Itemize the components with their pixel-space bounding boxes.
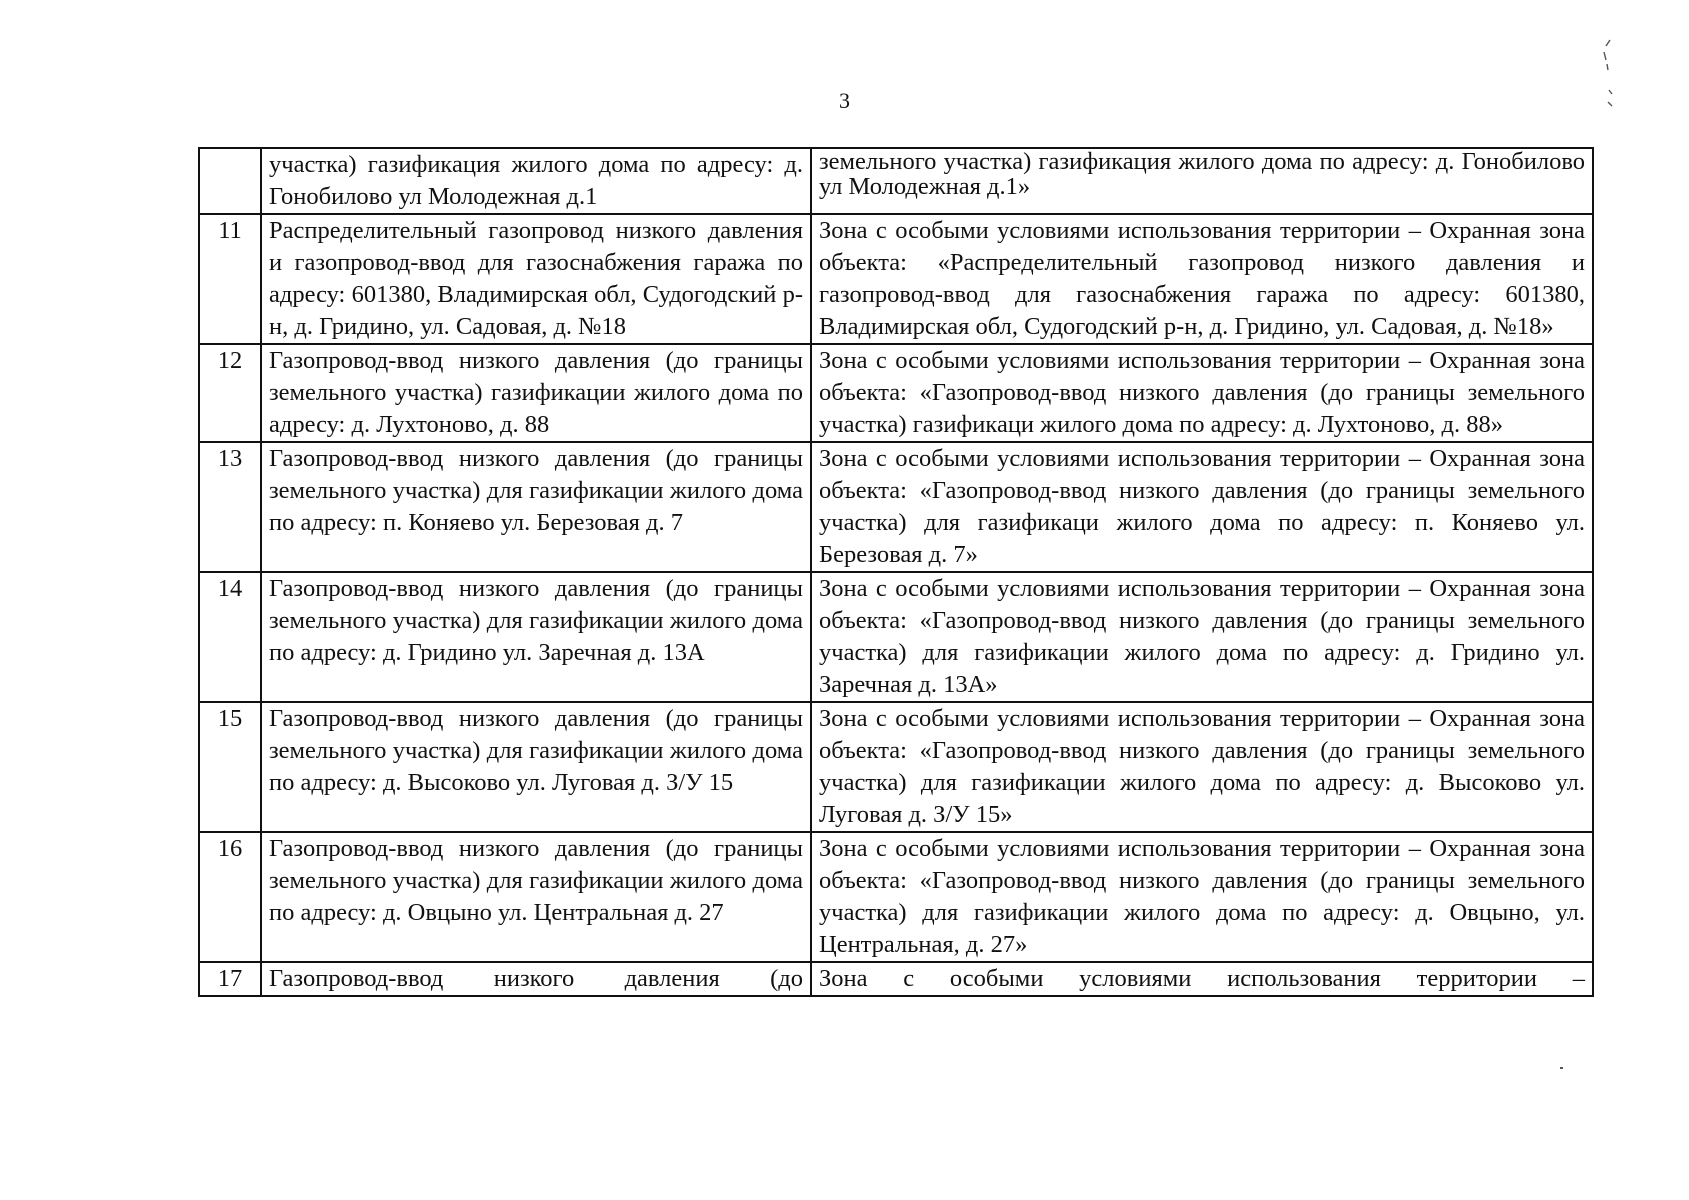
table-row [199, 832, 1593, 962]
object-name: Газопровод-ввод низкого давления (до границы земельного участка) газификации жилого дома по адресу: д. Лухтоново, д. 88 [261, 344, 811, 442]
row-number: 15 [199, 702, 261, 832]
object-name: Газопровод-ввод низкого давления (до границы земельного участка) для газификации жилого дома по адресу: д. Овцыно ул. Центральная д. 27 [261, 832, 811, 962]
row-number: 14 [199, 572, 261, 702]
table-row [199, 442, 1593, 572]
row-number: 17 [199, 962, 261, 996]
zone-description: Зона с особыми условиями использования территории – Охранная зона объекта: «Распределительный газопровод низкого давления и газопровод-ввод для газоснабжения гаража по адресу: 601380, Владимирская обл, Судогодский р-н, д. Гридино, ул. Садовая, д. №18» [811, 214, 1593, 344]
row-number: 12 [199, 344, 261, 442]
margin-marks [1600, 38, 1630, 118]
zone-description: земельного участка) газификация жилого дома по адресу: д. Гонобилово ул Молодежная д.1» [811, 148, 1593, 214]
zone-description: Зона с особыми условиями использования территории – Охранная зона объекта: «Газопровод-ввод низкого давления (до границы земельного участка) для газификации жилого дома по адресу: д. Высоково ул. Луговая д. З/У 15» [811, 702, 1593, 832]
table-row [199, 214, 1593, 344]
table-row [199, 344, 1593, 442]
object-name: Газопровод-ввод низкого давления (до границы земельного участка) для газификации жилого дома по адресу: п. Коняево ул. Березовая д. 7 [261, 442, 811, 572]
object-name: Распределительный газопровод низкого давления и газопровод-ввод для газоснабжения гаража по адресу: 601380, Владимирская обл, Судогодский р-н, д. Гридино, ул. Садовая, д. №18 [261, 214, 811, 344]
row-number [199, 148, 261, 214]
zone-description: Зона с особыми условиями использования территории – Охранная зона объекта: «Газопровод-ввод низкого давления (до границы земельного участка) газификаци жилого дома по адресу: д. Лухтоново, д. 88» [811, 344, 1593, 442]
zones-table [198, 147, 1592, 997]
row-number: 11 [199, 214, 261, 344]
zone-description: Зона с особыми условиями использования территории – Охранная зона объекта: «Газопровод-ввод низкого давления (до границы земельного участка) для газификаци жилого дома по адресу: п. Коняево ул. Березовая д. 7» [811, 442, 1593, 572]
zone-description: Зона с особыми условиями использования территории – [811, 962, 1593, 996]
object-name: участка) газификация жилого дома по адресу: д. Гонобилово ул Молодежная д.1 [261, 148, 811, 214]
object-name: Газопровод-ввод низкого давления (до границы земельного участка) для газификации жилого дома по адресу: д. Гридино ул. Заречная д. 13А [261, 572, 811, 702]
table-row [199, 148, 1593, 214]
table-row [199, 572, 1593, 702]
object-name: Газопровод-ввод низкого давления (до границы земельного участка) для газификации жилого дома по адресу: д. Высоково ул. Луговая д. З/У 15 [261, 702, 811, 832]
object-name: Газопровод-ввод низкого давления (до [261, 962, 811, 996]
row-number: 13 [199, 442, 261, 572]
scan-speck [1560, 1067, 1563, 1069]
page-number: 3 [839, 88, 850, 113]
zone-description: Зона с особыми условиями использования территории – Охранная зона объекта: «Газопровод-ввод низкого давления (до границы земельного участка) для газификации жилого дома по адресу: д. Гридино ул. Заречная д. 13А» [811, 572, 1593, 702]
zone-description: Зона с особыми условиями использования территории – Охранная зона объекта: «Газопровод-ввод низкого давления (до границы земельного участка) для газификации жилого дома по адресу: д. Овцыно, ул. Центральная, д. 27» [811, 832, 1593, 962]
table-row [199, 962, 1593, 996]
row-number: 16 [199, 832, 261, 962]
table-row [199, 702, 1593, 832]
